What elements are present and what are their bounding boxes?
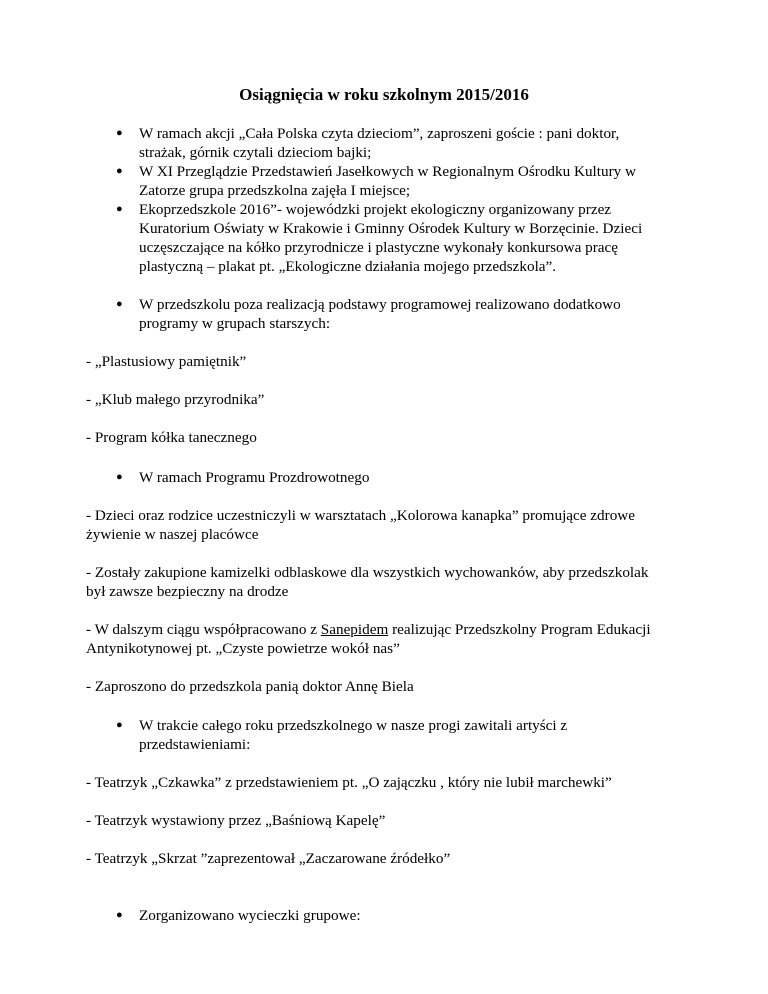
doctor-item: - Zaproszono do przedszkola panią doktor Annę Biela [86,678,414,695]
text-line: strażak, górnik czytali dzieciom bajki; [139,144,372,161]
text-line: Zatorze grupa przedszkolna zajęła I miejsce; [139,182,411,199]
bullet-icon: ● [116,203,123,215]
text-line: plastyczną – plakat pt. „Ekologiczne działania mojego przedszkola”. [139,258,557,275]
bullet-item-reading [139,124,699,162]
bullet-item-trips: Zorganizowano wycieczki grupowe: [139,907,361,924]
bullet-icon: ● [116,909,123,921]
text-line: W przedszkolu poza realizacją podstawy programowej realizowano dodatkowo [139,296,621,313]
text-line: programy w grupach starszych: [139,315,331,332]
text-segment: - W dalszym ciągu współpracowano z [86,621,321,638]
sanepid-item [86,620,706,658]
text-line: W XI Przeglądzie Przedstawień Jasełkowych w Regionalnym Ośrodku Kultury w [139,163,636,180]
text-line: uczęszczające na kółko przyrodnicze i plastyczne wykonały konkursowa pracę [139,239,619,256]
text-segment: realizując Przedszkolny Program Edukacji [388,621,651,638]
text-line: żywienie w naszej placówce [86,526,259,543]
text-line: W ramach akcji „Cała Polska czyta dzieciom”, zaproszeni goście : pani doktor, [139,125,620,142]
text-line: - Dzieci oraz rodzice uczestniczyli w warsztatach „Kolorowa kanapka” promujące zdrowe [86,507,635,524]
bullet-icon: ● [116,471,123,483]
bullet-item-artists [139,716,699,754]
text-line: Ekoprzedszkole 2016”- wojewódzki projekt ekologiczny organizowany przez [139,201,612,218]
text-line: W trakcie całego roku przedszkolnego w nasze progi zawitali artyści z [139,717,568,734]
sanepid-link-text: Sanepidem [320,621,389,638]
bullet-item-health: W ramach Programu Prozdrowotnego [139,469,370,486]
text-line: Kuratorium Oświaty w Krakowie i Gminny Ośrodek Kultury w Borzęcinie. Dzieci [139,220,643,237]
bullet-icon: ● [116,719,123,731]
document-title: Osiągnięcia w roku szkolnym 2015/2016 [239,85,529,104]
theater-item: - Teatrzyk „Czkawka” z przedstawieniem pt. „O zajączku , który nie lubił marchewki” [86,774,612,791]
bullet-item-nativity [139,162,699,200]
program-item: - „Klub małego przyrodnika” [86,391,265,408]
text-line: przedstawieniami: [139,736,251,753]
health-item [86,563,706,601]
bullet-icon: ● [116,127,123,139]
bullet-icon: ● [116,165,123,177]
health-item [86,506,706,544]
theater-item: - Teatrzyk „Skrzat ”zaprezentował „Zaczarowane źródełko” [86,850,451,867]
program-item: - Program kółka tanecznego [86,429,257,446]
text-line: - Zostały zakupione kamizelki odblaskowe dla wszystkich wychowanków, aby przedszkolak [86,564,649,581]
program-item: - „Plastusiowy pamiętnik” [86,353,247,370]
theater-item: - Teatrzyk wystawiony przez „Baśniową Kapelę” [86,812,386,829]
bullet-item-ecoschool [139,200,699,276]
bullet-icon: ● [116,298,123,310]
text-line: Antynikotynowej pt. „Czyste powietrze wokół nas” [86,640,400,657]
text-line: był zawsze bezpieczny na drodze [86,583,289,600]
bullet-item-programs [139,295,699,333]
